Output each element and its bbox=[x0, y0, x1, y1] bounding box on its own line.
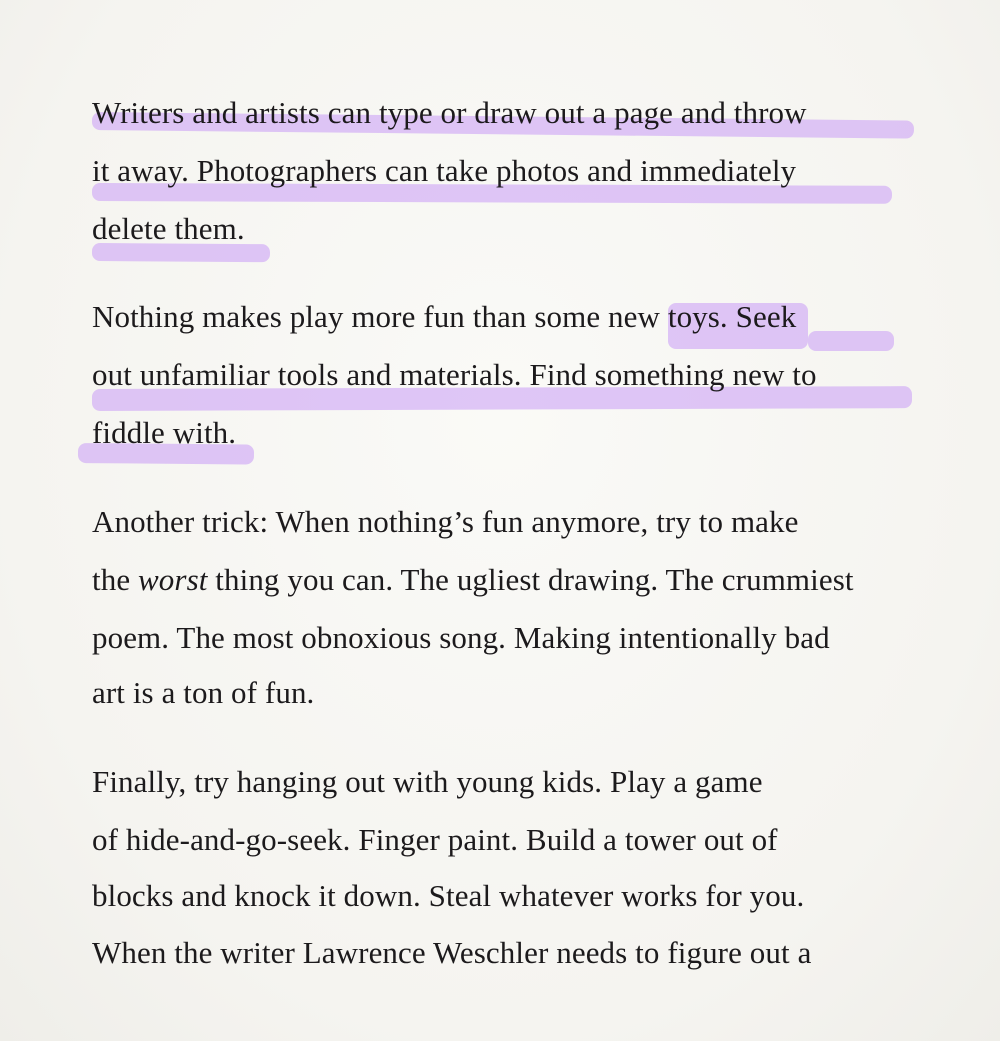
paragraph-4-line-3: blocks and knock it down. Steal whatever works for you. bbox=[92, 878, 805, 913]
text-run: thing you can. The ugliest drawing. The crummiest bbox=[207, 562, 854, 597]
highlight-mark bbox=[808, 331, 894, 351]
paragraph-1-line-1: Writers and artists can type or draw out a page and throw bbox=[92, 95, 807, 130]
paragraph-1-line-2: it away. Photographers can take photos and immediately bbox=[92, 153, 797, 188]
paragraph-2-line-2: out unfamiliar tools and materials. Find something new to bbox=[92, 357, 817, 392]
paragraph-3-line-1 bbox=[92, 502, 798, 542]
paragraph-1-line-3: delete them. bbox=[92, 211, 245, 246]
text-run: the bbox=[92, 562, 139, 597]
paragraph-4-line-4: When the writer Lawrence Weschler needs to figure out a bbox=[92, 935, 812, 970]
text-run: poem. The most obnoxious song. Making intentionally bad bbox=[92, 620, 830, 655]
emphasis-text: worst bbox=[138, 562, 208, 597]
paragraph-3-line-2 bbox=[92, 560, 854, 600]
paragraph-2-line-1: Nothing makes play more fun than some new toys. Seek bbox=[92, 299, 797, 334]
paragraph-3-line-4 bbox=[92, 673, 314, 713]
paragraph-3-line-3 bbox=[92, 618, 830, 658]
paragraph-4-line-2: of hide-and-go-seek. Finger paint. Build a tower out of bbox=[92, 822, 778, 857]
text-run: Another trick: When nothing’s fun anymore, try to make bbox=[92, 504, 799, 539]
text-run: art is a ton of fun. bbox=[92, 675, 315, 710]
paragraph-2-line-3: fiddle with. bbox=[92, 415, 237, 450]
paragraph-4-line-1: Finally, try hanging out with young kids. Play a game bbox=[92, 764, 763, 799]
